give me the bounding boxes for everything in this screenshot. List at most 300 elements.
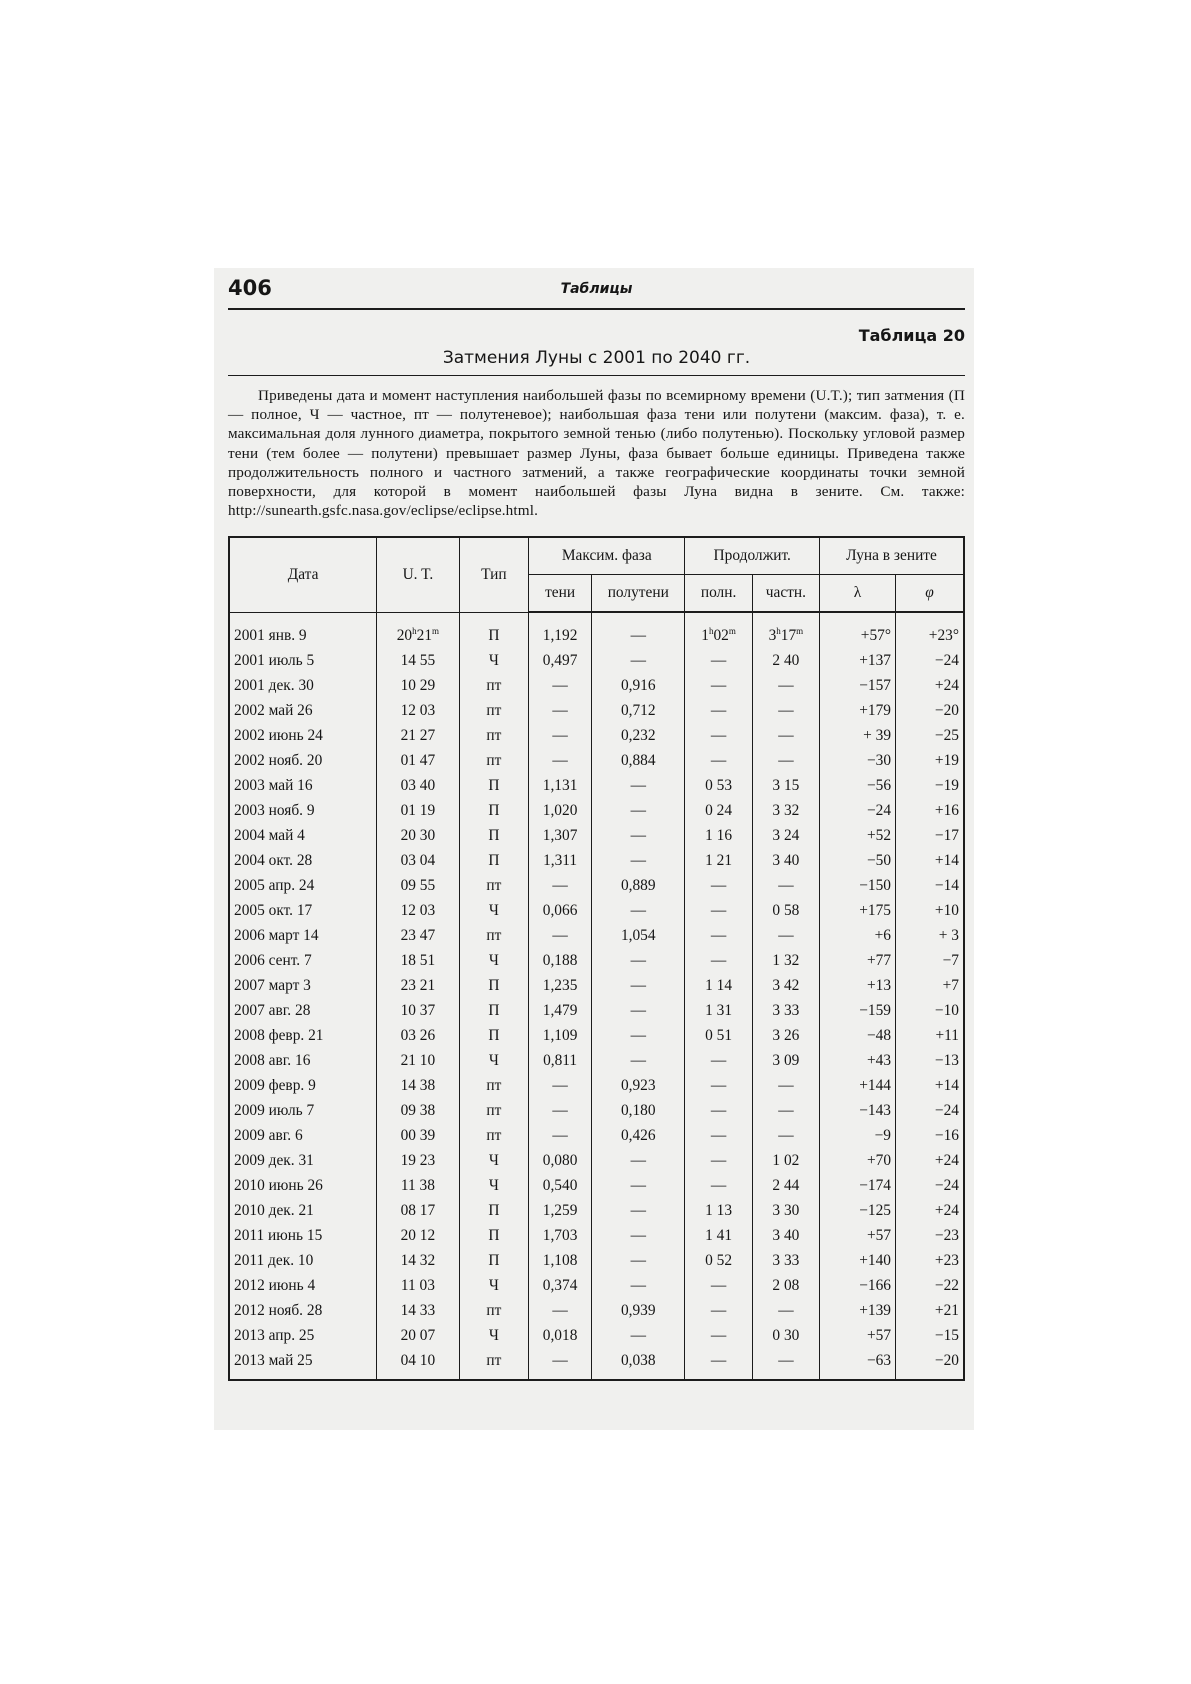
zenith-lambda-cell: −24	[820, 798, 896, 823]
date-cell: 2013 апр. 25	[229, 1323, 377, 1348]
partial-duration-cell: —	[752, 723, 819, 748]
total-duration-cell: —	[685, 898, 752, 923]
table-row	[229, 973, 964, 998]
umbra-phase-cell: —	[529, 923, 592, 948]
date-cell: 2009 дек. 31	[229, 1148, 377, 1173]
ut-cell: 09 55	[377, 873, 460, 898]
type-cell: Ч	[459, 1148, 528, 1173]
penumbra-phase-cell: 0,939	[592, 1298, 685, 1323]
table-row	[229, 723, 964, 748]
total-duration-cell: —	[685, 1323, 752, 1348]
partial-duration-cell: 3 33	[752, 998, 819, 1023]
ut-cell: 11 03	[377, 1273, 460, 1298]
penumbra-phase-cell: —	[592, 648, 685, 673]
total-duration-cell: 0 51	[685, 1023, 752, 1048]
penumbra-phase-cell: —	[592, 848, 685, 873]
partial-duration-cell: 3 40	[752, 1223, 819, 1248]
header-duration: Продолжит.	[685, 537, 820, 575]
partial-duration-cell: —	[752, 748, 819, 773]
table-row	[229, 948, 964, 973]
intro-paragraph: Приведены дата и момент наступления наибольшей фазы по всемирному времени (U.T.); тип затмения (П — полное, Ч — частное, пт — полутеневое); наибольшая фаза тени или полутени (максим. фаза), т. е. максимальная доля лунного диаметра, покрытого земной тенью (либо полутенью). Поскольку угловой размер тени (тем более — полутени) превышает размер Луны, фаза бывает больше единицы. Приведена также продолжительность полного и частного затмений, а также географические координаты точки земной поверхности, для которой в момент наибольшей фазы Луна видна в зените. См. также: http://sunearth.gsfc.nasa.gov/eclipse/eclipse.html.	[228, 387, 965, 520]
ut-cell: 20$^h$21$^m$	[377, 612, 460, 648]
zenith-phi-cell: −22	[896, 1273, 964, 1298]
partial-duration-cell: 2 08	[752, 1273, 819, 1298]
umbra-phase-cell: —	[529, 1298, 592, 1323]
partial-duration-cell: 0 58	[752, 898, 819, 923]
partial-duration-cell: 3 30	[752, 1198, 819, 1223]
penumbra-phase-cell: 0,038	[592, 1348, 685, 1380]
header-ut: U. T.	[377, 537, 460, 612]
type-cell: Ч	[459, 1273, 528, 1298]
total-duration-cell: —	[685, 1298, 752, 1323]
penumbra-phase-cell: 0,232	[592, 723, 685, 748]
total-duration-cell: —	[685, 1148, 752, 1173]
date-cell: 2004 окт. 28	[229, 848, 377, 873]
table-row	[229, 798, 964, 823]
partial-duration-cell: 2 40	[752, 648, 819, 673]
date-cell: 2012 нояб. 28	[229, 1298, 377, 1323]
penumbra-phase-cell: 0,889	[592, 873, 685, 898]
zenith-lambda-cell: −174	[820, 1173, 896, 1198]
umbra-phase-cell: 1,192	[529, 612, 592, 648]
ut-cell: 18 51	[377, 948, 460, 973]
partial-duration-cell: 3 24	[752, 823, 819, 848]
type-cell: П	[459, 848, 528, 873]
total-duration-cell: 1$^h$02$^m$	[685, 612, 752, 648]
table-row	[229, 1248, 964, 1273]
date-cell: 2009 июль 7	[229, 1098, 377, 1123]
type-cell: пт	[459, 1298, 528, 1323]
zenith-lambda-cell: +139	[820, 1298, 896, 1323]
total-duration-cell: —	[685, 948, 752, 973]
zenith-lambda-cell: −157	[820, 673, 896, 698]
date-cell: 2003 май 16	[229, 773, 377, 798]
date-cell: 2002 июнь 24	[229, 723, 377, 748]
zenith-phi-cell: +23°	[896, 612, 964, 648]
date-cell: 2011 дек. 10	[229, 1248, 377, 1273]
date-cell: 2006 сент. 7	[229, 948, 377, 973]
partial-duration-cell: —	[752, 673, 819, 698]
date-cell: 2012 июнь 4	[229, 1273, 377, 1298]
zenith-lambda-cell: + 39	[820, 723, 896, 748]
penumbra-phase-cell: —	[592, 948, 685, 973]
zenith-phi-cell: −24	[896, 1173, 964, 1198]
ut-cell: 21 27	[377, 723, 460, 748]
ut-cell: 20 30	[377, 823, 460, 848]
table-row	[229, 1073, 964, 1098]
penumbra-phase-cell: —	[592, 612, 685, 648]
ut-cell: 23 21	[377, 973, 460, 998]
penumbra-phase-cell: —	[592, 1223, 685, 1248]
type-cell: П	[459, 823, 528, 848]
date-cell: 2005 окт. 17	[229, 898, 377, 923]
total-duration-cell: 0 52	[685, 1248, 752, 1273]
type-cell: П	[459, 1198, 528, 1223]
umbra-phase-cell: —	[529, 1348, 592, 1380]
table-row	[229, 1323, 964, 1348]
umbra-phase-cell: 1,259	[529, 1198, 592, 1223]
penumbra-phase-cell: 0,916	[592, 673, 685, 698]
table-row	[229, 823, 964, 848]
header-phi: φ	[896, 575, 964, 613]
zenith-lambda-cell: +57°	[820, 612, 896, 648]
table-row	[229, 748, 964, 773]
zenith-phi-cell: −17	[896, 823, 964, 848]
penumbra-phase-cell: 0,180	[592, 1098, 685, 1123]
umbra-phase-cell: 0,066	[529, 898, 592, 923]
umbra-phase-cell: —	[529, 673, 592, 698]
umbra-phase-cell: 1,235	[529, 973, 592, 998]
zenith-phi-cell: +14	[896, 1073, 964, 1098]
umbra-phase-cell: 0,540	[529, 1173, 592, 1198]
zenith-phi-cell: + 3	[896, 923, 964, 948]
type-cell: П	[459, 1023, 528, 1048]
zenith-phi-cell: −20	[896, 698, 964, 723]
total-duration-cell: —	[685, 1348, 752, 1380]
table-row	[229, 1098, 964, 1123]
umbra-phase-cell: —	[529, 873, 592, 898]
total-duration-cell: 1 41	[685, 1223, 752, 1248]
penumbra-phase-cell: 0,712	[592, 698, 685, 723]
ut-cell: 20 07	[377, 1323, 460, 1348]
table-row	[229, 1223, 964, 1248]
penumbra-phase-cell: —	[592, 1323, 685, 1348]
total-duration-cell: —	[685, 1048, 752, 1073]
table-row	[229, 998, 964, 1023]
table-row	[229, 1023, 964, 1048]
partial-duration-cell: —	[752, 873, 819, 898]
penumbra-phase-cell: —	[592, 998, 685, 1023]
partial-duration-cell: —	[752, 1298, 819, 1323]
total-duration-cell: 0 24	[685, 798, 752, 823]
table-row	[229, 873, 964, 898]
table-row	[229, 673, 964, 698]
lunar-eclipses-table	[228, 536, 965, 1381]
type-cell: Ч	[459, 1323, 528, 1348]
penumbra-phase-cell: 1,054	[592, 923, 685, 948]
type-cell: пт	[459, 748, 528, 773]
table-row	[229, 773, 964, 798]
partial-duration-cell: 3 15	[752, 773, 819, 798]
date-cell: 2009 февр. 9	[229, 1073, 377, 1098]
table-label: Таблица 20	[858, 326, 965, 345]
zenith-lambda-cell: +57	[820, 1223, 896, 1248]
zenith-phi-cell: +21	[896, 1298, 964, 1323]
partial-duration-cell: 3 26	[752, 1023, 819, 1048]
ut-cell: 14 38	[377, 1073, 460, 1098]
ut-cell: 00 39	[377, 1123, 460, 1148]
zenith-lambda-cell: −159	[820, 998, 896, 1023]
ut-cell: 10 37	[377, 998, 460, 1023]
table-title: Затмения Луны с 2001 по 2040 гг.	[228, 348, 965, 376]
zenith-phi-cell: −10	[896, 998, 964, 1023]
partial-duration-cell: 3$^h$17$^m$	[752, 612, 819, 648]
date-cell: 2001 июль 5	[229, 648, 377, 673]
penumbra-phase-cell: 0,884	[592, 748, 685, 773]
type-cell: Ч	[459, 648, 528, 673]
zenith-lambda-cell: +57	[820, 1323, 896, 1348]
zenith-lambda-cell: −9	[820, 1123, 896, 1148]
type-cell: Ч	[459, 1048, 528, 1073]
zenith-phi-cell: +7	[896, 973, 964, 998]
partial-duration-cell: 2 44	[752, 1173, 819, 1198]
zenith-phi-cell: +24	[896, 673, 964, 698]
zenith-phi-cell: −14	[896, 873, 964, 898]
penumbra-phase-cell: —	[592, 1173, 685, 1198]
date-cell: 2008 авг. 16	[229, 1048, 377, 1073]
table-row	[229, 848, 964, 873]
total-duration-cell: 1 21	[685, 848, 752, 873]
ut-cell: 04 10	[377, 1348, 460, 1380]
total-duration-cell: —	[685, 1073, 752, 1098]
zenith-phi-cell: −7	[896, 948, 964, 973]
zenith-lambda-cell: +175	[820, 898, 896, 923]
table-row	[229, 1123, 964, 1148]
total-duration-cell: —	[685, 1123, 752, 1148]
zenith-lambda-cell: +77	[820, 948, 896, 973]
header-total: полн.	[685, 575, 752, 613]
table-row	[229, 612, 964, 648]
type-cell: П	[459, 773, 528, 798]
zenith-lambda-cell: −63	[820, 1348, 896, 1380]
zenith-phi-cell: −23	[896, 1223, 964, 1248]
total-duration-cell: —	[685, 748, 752, 773]
zenith-phi-cell: −24	[896, 648, 964, 673]
umbra-phase-cell: 0,080	[529, 1148, 592, 1173]
header-partial: частн.	[752, 575, 819, 613]
penumbra-phase-cell: —	[592, 1248, 685, 1273]
date-cell: 2002 май 26	[229, 698, 377, 723]
zenith-lambda-cell: +52	[820, 823, 896, 848]
penumbra-phase-cell: —	[592, 823, 685, 848]
zenith-lambda-cell: +137	[820, 648, 896, 673]
umbra-phase-cell: 1,131	[529, 773, 592, 798]
zenith-lambda-cell: +179	[820, 698, 896, 723]
date-cell: 2007 авг. 28	[229, 998, 377, 1023]
table-row	[229, 923, 964, 948]
partial-duration-cell: 0 30	[752, 1323, 819, 1348]
penumbra-phase-cell: —	[592, 798, 685, 823]
umbra-phase-cell: 1,109	[529, 1023, 592, 1048]
umbra-phase-cell: 1,108	[529, 1248, 592, 1273]
type-cell: пт	[459, 1098, 528, 1123]
partial-duration-cell: 3 32	[752, 798, 819, 823]
partial-duration-cell: —	[752, 1098, 819, 1123]
partial-duration-cell: 3 42	[752, 973, 819, 998]
ut-cell: 14 55	[377, 648, 460, 673]
type-cell: П	[459, 612, 528, 648]
page-header	[228, 276, 965, 310]
zenith-phi-cell: −24	[896, 1098, 964, 1123]
umbra-phase-cell: —	[529, 1123, 592, 1148]
zenith-phi-cell: −16	[896, 1123, 964, 1148]
running-head: Таблицы	[560, 281, 633, 297]
type-cell: Ч	[459, 1173, 528, 1198]
zenith-phi-cell: +23	[896, 1248, 964, 1273]
total-duration-cell: —	[685, 1173, 752, 1198]
zenith-phi-cell: +24	[896, 1148, 964, 1173]
table-row	[229, 1298, 964, 1323]
partial-duration-cell: 3 33	[752, 1248, 819, 1273]
total-duration-cell: —	[685, 1273, 752, 1298]
zenith-lambda-cell: −48	[820, 1023, 896, 1048]
ut-cell: 03 04	[377, 848, 460, 873]
zenith-phi-cell: −19	[896, 773, 964, 798]
penumbra-phase-cell: —	[592, 1198, 685, 1223]
zenith-lambda-cell: +70	[820, 1148, 896, 1173]
zenith-lambda-cell: −150	[820, 873, 896, 898]
type-cell: пт	[459, 673, 528, 698]
penumbra-phase-cell: —	[592, 1148, 685, 1173]
zenith-phi-cell: +19	[896, 748, 964, 773]
umbra-phase-cell: —	[529, 698, 592, 723]
table-row	[229, 1148, 964, 1173]
ut-cell: 14 33	[377, 1298, 460, 1323]
partial-duration-cell: 3 40	[752, 848, 819, 873]
partial-duration-cell: —	[752, 923, 819, 948]
ut-cell: 20 12	[377, 1223, 460, 1248]
table-row	[229, 1048, 964, 1073]
header-max-phase: Максим. фаза	[529, 537, 685, 575]
header-date: Дата	[229, 537, 377, 612]
ut-cell: 12 03	[377, 698, 460, 723]
umbra-phase-cell: 0,018	[529, 1323, 592, 1348]
penumbra-phase-cell: 0,923	[592, 1073, 685, 1098]
zenith-phi-cell: −13	[896, 1048, 964, 1073]
header-umbra: тени	[529, 575, 592, 613]
zenith-phi-cell: +14	[896, 848, 964, 873]
table-row	[229, 648, 964, 673]
type-cell: Ч	[459, 948, 528, 973]
type-cell: пт	[459, 723, 528, 748]
date-cell: 2001 дек. 30	[229, 673, 377, 698]
partial-duration-cell: 3 09	[752, 1048, 819, 1073]
umbra-phase-cell: 1,020	[529, 798, 592, 823]
zenith-phi-cell: +16	[896, 798, 964, 823]
umbra-phase-cell: —	[529, 748, 592, 773]
ut-cell: 21 10	[377, 1048, 460, 1073]
header-zenith: Луна в зените	[820, 537, 964, 575]
total-duration-cell: —	[685, 648, 752, 673]
date-cell: 2003 нояб. 9	[229, 798, 377, 823]
type-cell: П	[459, 798, 528, 823]
zenith-lambda-cell: −125	[820, 1198, 896, 1223]
ut-cell: 09 38	[377, 1098, 460, 1123]
type-cell: пт	[459, 1073, 528, 1098]
total-duration-cell: 0 53	[685, 773, 752, 798]
date-cell: 2006 март 14	[229, 923, 377, 948]
umbra-phase-cell: 1,311	[529, 848, 592, 873]
umbra-phase-cell: —	[529, 1098, 592, 1123]
ut-cell: 03 26	[377, 1023, 460, 1048]
type-cell: Ч	[459, 898, 528, 923]
partial-duration-cell: 1 32	[752, 948, 819, 973]
date-cell: 2010 июнь 26	[229, 1173, 377, 1198]
date-cell: 2009 авг. 6	[229, 1123, 377, 1148]
zenith-lambda-cell: −143	[820, 1098, 896, 1123]
zenith-lambda-cell: +6	[820, 923, 896, 948]
ut-cell: 10 29	[377, 673, 460, 698]
header-lambda: λ	[820, 575, 896, 613]
type-cell: П	[459, 1223, 528, 1248]
table-row	[229, 1198, 964, 1223]
date-cell: 2013 май 25	[229, 1348, 377, 1380]
penumbra-phase-cell: —	[592, 973, 685, 998]
partial-duration-cell: 1 02	[752, 1148, 819, 1173]
umbra-phase-cell: 1,307	[529, 823, 592, 848]
date-cell: 2011 июнь 15	[229, 1223, 377, 1248]
penumbra-phase-cell: —	[592, 1273, 685, 1298]
date-cell: 2007 март 3	[229, 973, 377, 998]
type-cell: пт	[459, 873, 528, 898]
penumbra-phase-cell: —	[592, 898, 685, 923]
total-duration-cell: —	[685, 698, 752, 723]
umbra-phase-cell: 0,374	[529, 1273, 592, 1298]
date-cell: 2005 апр. 24	[229, 873, 377, 898]
partial-duration-cell: —	[752, 1348, 819, 1380]
type-cell: пт	[459, 1348, 528, 1380]
zenith-lambda-cell: +43	[820, 1048, 896, 1073]
ut-cell: 03 40	[377, 773, 460, 798]
date-cell: 2002 нояб. 20	[229, 748, 377, 773]
ut-cell: 01 19	[377, 798, 460, 823]
type-cell: пт	[459, 923, 528, 948]
zenith-phi-cell: +10	[896, 898, 964, 923]
type-cell: П	[459, 973, 528, 998]
zenith-phi-cell: +11	[896, 1023, 964, 1048]
total-duration-cell: —	[685, 1098, 752, 1123]
total-duration-cell: 1 14	[685, 973, 752, 998]
table-row	[229, 898, 964, 923]
penumbra-phase-cell: —	[592, 1023, 685, 1048]
ut-cell: 14 32	[377, 1248, 460, 1273]
header-penumbra: полутени	[592, 575, 685, 613]
zenith-lambda-cell: −56	[820, 773, 896, 798]
date-cell: 2004 май 4	[229, 823, 377, 848]
type-cell: пт	[459, 1123, 528, 1148]
zenith-lambda-cell: +144	[820, 1073, 896, 1098]
total-duration-cell: —	[685, 873, 752, 898]
ut-cell: 08 17	[377, 1198, 460, 1223]
umbra-phase-cell: —	[529, 1073, 592, 1098]
type-cell: пт	[459, 698, 528, 723]
header-type: Тип	[459, 537, 528, 612]
total-duration-cell: 1 31	[685, 998, 752, 1023]
partial-duration-cell: —	[752, 1123, 819, 1148]
table-row	[229, 1273, 964, 1298]
date-cell: 2001 янв. 9	[229, 612, 377, 648]
ut-cell: 12 03	[377, 898, 460, 923]
book-page	[228, 276, 965, 1381]
table-body	[229, 612, 964, 1380]
total-duration-cell: —	[685, 723, 752, 748]
zenith-lambda-cell: −166	[820, 1273, 896, 1298]
zenith-lambda-cell: +13	[820, 973, 896, 998]
page-number: 406	[228, 276, 272, 300]
umbra-phase-cell: 1,703	[529, 1223, 592, 1248]
ut-cell: 19 23	[377, 1148, 460, 1173]
ut-cell: 11 38	[377, 1173, 460, 1198]
zenith-lambda-cell: −50	[820, 848, 896, 873]
type-cell: П	[459, 1248, 528, 1273]
zenith-phi-cell: −20	[896, 1348, 964, 1380]
total-duration-cell: —	[685, 673, 752, 698]
total-duration-cell: —	[685, 923, 752, 948]
zenith-lambda-cell: −30	[820, 748, 896, 773]
total-duration-cell: 1 16	[685, 823, 752, 848]
umbra-phase-cell: 0,811	[529, 1048, 592, 1073]
ut-cell: 01 47	[377, 748, 460, 773]
